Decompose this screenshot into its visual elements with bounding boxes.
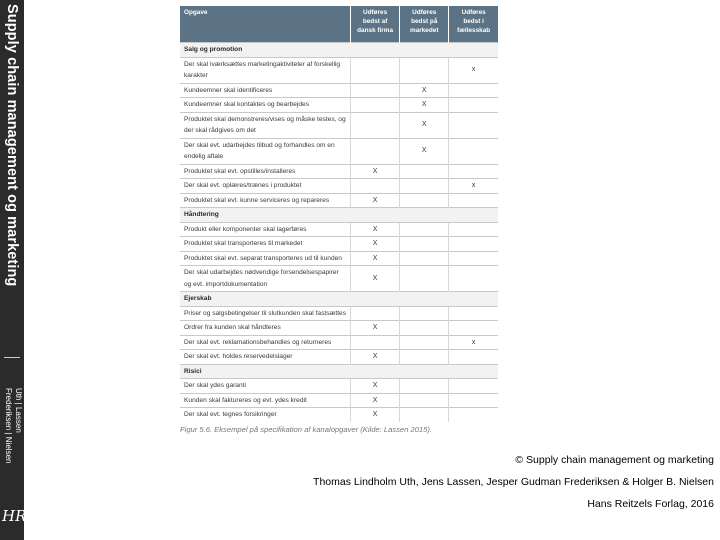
mark-cell <box>400 393 449 408</box>
copyright-line: © Supply chain management og marketing <box>515 454 714 466</box>
table-row <box>180 306 498 321</box>
authors-line: Thomas Lindholm Uth, Jens Lassen, Jesper Gudman Frederiksen & Holger B. Nielsen <box>313 476 714 488</box>
mark-cell: X <box>400 98 449 113</box>
task-label: Der skal udarbejdes nødvendige forsendelsespapirer og evt. importdokumentation <box>180 266 351 292</box>
table-row <box>180 57 498 83</box>
mark-cell <box>449 98 498 113</box>
mark-cell <box>400 164 449 179</box>
mark-cell <box>351 57 400 83</box>
task-label: Priser og salgsbetingelser til slutkunden skal fastsættes <box>180 306 351 321</box>
mark-cell: x <box>449 57 498 83</box>
author-name: Frederiksen <box>4 388 13 431</box>
mark-cell <box>400 379 449 394</box>
task-label: Produktet skal evt. separat transporteres ud til kunden <box>180 251 351 266</box>
table-row <box>180 112 498 138</box>
mark-cell: X <box>351 350 400 365</box>
table-row <box>180 193 498 208</box>
task-label: Der skal evt. holdes reservedelslager <box>180 350 351 365</box>
mark-cell: X <box>351 164 400 179</box>
table-row <box>180 350 498 365</box>
task-label: Produkt eller komponenter skal lagerføres <box>180 222 351 237</box>
mark-cell <box>400 350 449 365</box>
mark-cell <box>449 164 498 179</box>
task-label: Kundeemner skal identificeres <box>180 83 351 98</box>
mark-cell: X <box>351 379 400 394</box>
mark-cell <box>400 321 449 336</box>
mark-cell <box>351 98 400 113</box>
mark-cell <box>449 266 498 292</box>
mark-cell: X <box>400 112 449 138</box>
publisher-logo-icon: HR <box>2 507 27 525</box>
task-label: Der skal iværksættes marketingaktiviteter af forskellig karakter <box>180 57 351 83</box>
mark-cell: X <box>351 193 400 208</box>
section-row <box>180 43 498 58</box>
credits <box>274 449 714 515</box>
table-row <box>180 379 498 394</box>
mark-cell <box>351 179 400 194</box>
table-row <box>180 251 498 266</box>
mark-cell <box>400 306 449 321</box>
table-row <box>180 222 498 237</box>
mark-cell <box>400 408 449 422</box>
author-name: Uth <box>14 388 23 401</box>
task-label: Der skal ydes garanti <box>180 379 351 394</box>
task-label: Produktet skal transporteres til markedet <box>180 237 351 252</box>
task-label: Der skal evt. udarbejdes tilbud og forhandles om en endelig aftale <box>180 138 351 164</box>
mark-cell <box>400 335 449 350</box>
sidebar <box>0 0 27 540</box>
mark-cell: X <box>351 222 400 237</box>
mark-cell <box>449 83 498 98</box>
mark-cell: X <box>351 251 400 266</box>
mark-cell <box>449 112 498 138</box>
mark-cell <box>449 222 498 237</box>
section-label: Risici <box>180 364 498 379</box>
mark-cell <box>400 266 449 292</box>
sidebar-divider <box>4 357 20 358</box>
table-row <box>180 164 498 179</box>
mark-cell: X <box>400 83 449 98</box>
table-row <box>180 335 498 350</box>
task-label: Der skal evt. tegnes forsikringer <box>180 408 351 422</box>
author-names: Uth | Lassen Frederiksen | Nielsen <box>4 388 23 464</box>
table-row <box>180 393 498 408</box>
mark-cell <box>449 251 498 266</box>
mark-cell <box>351 83 400 98</box>
publisher-line: Hans Reitzels Forlag, 2016 <box>587 498 714 510</box>
mark-cell <box>400 193 449 208</box>
mark-cell: X <box>400 138 449 164</box>
task-label: Produktet skal demonstreres/vises og måske testes, og der skal rådgives om det <box>180 112 351 138</box>
mark-cell <box>449 306 498 321</box>
mark-cell <box>449 138 498 164</box>
section-row <box>180 292 498 307</box>
column-header: Udføres bedst i fællesskab <box>449 6 498 43</box>
mark-cell <box>400 222 449 237</box>
section-row <box>180 208 498 223</box>
section-row <box>180 364 498 379</box>
mark-cell <box>449 350 498 365</box>
author-name: Nielsen <box>4 436 13 464</box>
table-row <box>180 237 498 252</box>
table-row <box>180 83 498 98</box>
section-label: Håndtering <box>180 208 498 223</box>
mark-cell <box>400 251 449 266</box>
mark-cell <box>400 57 449 83</box>
mark-cell <box>449 193 498 208</box>
mark-cell: X <box>351 237 400 252</box>
task-table <box>180 6 498 422</box>
mark-cell <box>449 393 498 408</box>
section-label: Ejerskab <box>180 292 498 307</box>
mark-cell <box>400 237 449 252</box>
column-header: Opgave <box>180 6 351 43</box>
mark-cell: x <box>449 335 498 350</box>
table-header-row <box>180 6 498 43</box>
table-row <box>180 179 498 194</box>
mark-cell <box>449 237 498 252</box>
task-label: Kundeemner skal kontaktes og bearbejdes <box>180 98 351 113</box>
column-header: Udføres bedst af dansk firma <box>351 6 400 43</box>
mark-cell <box>400 179 449 194</box>
mark-cell <box>351 306 400 321</box>
book-title: Supply chain management og marketing <box>4 4 20 287</box>
mark-cell <box>449 379 498 394</box>
mark-cell: X <box>351 321 400 336</box>
mark-cell: x <box>449 179 498 194</box>
table-row <box>180 138 498 164</box>
table-row <box>180 408 498 422</box>
section-label: Salg og promotion <box>180 43 498 58</box>
table-body <box>180 43 498 422</box>
figure <box>180 6 498 434</box>
mark-cell <box>351 112 400 138</box>
figure-caption: Figur 5.6. Eksempel på specifikation af kanalopgaver (Kilde: Lassen 2015). <box>180 424 433 434</box>
task-label: Ordrer fra kunden skal håndteres <box>180 321 351 336</box>
task-label: Der skal evt. reklamationsbehandles og returneres <box>180 335 351 350</box>
task-label: Der skal evt. oplæres/trænes i produktet <box>180 179 351 194</box>
task-label: Produktet skal evt. opstilles/installeres <box>180 164 351 179</box>
table-row <box>180 321 498 336</box>
mark-cell <box>449 321 498 336</box>
mark-cell: X <box>351 266 400 292</box>
table-row <box>180 98 498 113</box>
mark-cell <box>351 335 400 350</box>
task-label: Kunden skal faktureres og evt. ydes kredit <box>180 393 351 408</box>
mark-cell <box>351 138 400 164</box>
mark-cell <box>449 408 498 422</box>
mark-cell: X <box>351 393 400 408</box>
mark-cell: X <box>351 408 400 422</box>
column-header: Udføres bedst på markedet <box>400 6 449 43</box>
table-row <box>180 266 498 292</box>
task-label: Produktet skal evt. kunne serviceres og repareres <box>180 193 351 208</box>
author-name: Lassen <box>14 406 23 433</box>
